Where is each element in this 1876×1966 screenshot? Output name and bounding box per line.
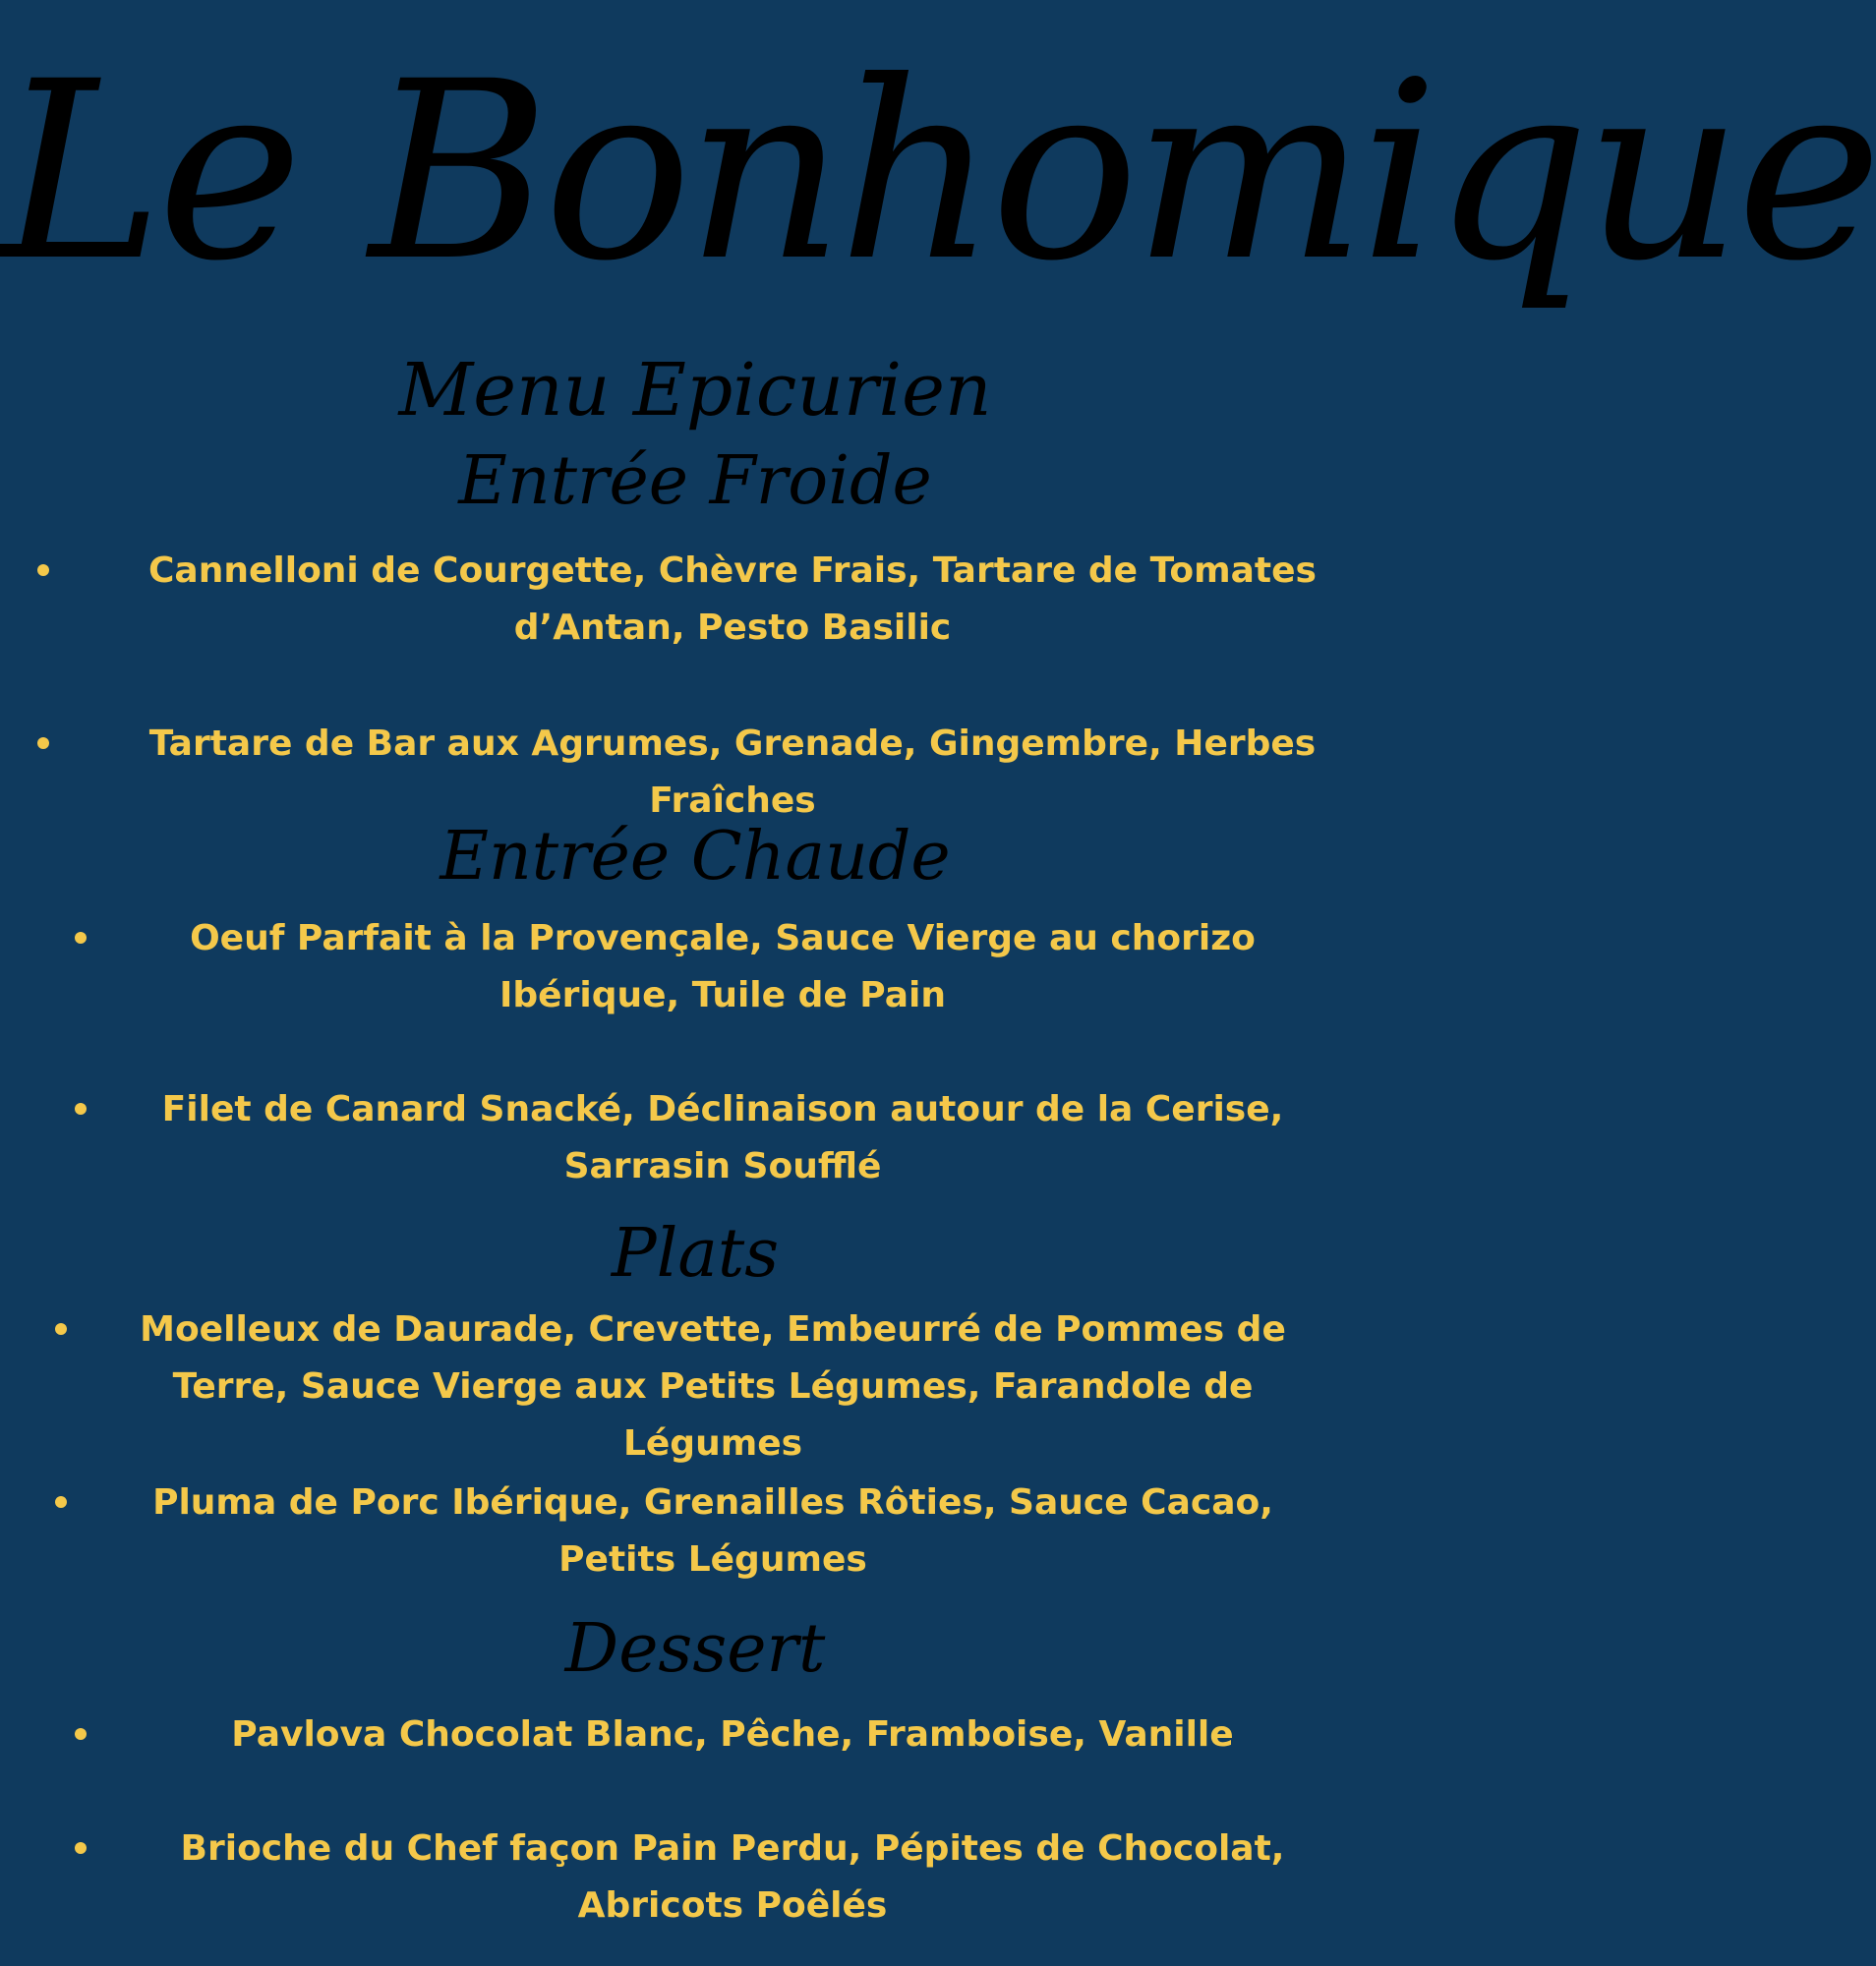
bullet-icon (37, 564, 49, 576)
menu-item: Moelleux de Daurade, Crevette, Embeurré de Pommes de Terre, Sauce Vierge aux Petits Légumes, Farandole de Légumes (140, 1309, 1286, 1464)
section-heading-entree-chaude: Entrée Chaude (440, 818, 951, 896)
bullet-icon (75, 1842, 87, 1854)
section-heading-dessert: Dessert (564, 1610, 826, 1688)
section-heading-plats: Plats (611, 1215, 780, 1293)
bullet-icon (75, 932, 87, 944)
menu-item: Cannelloni de Courgette, Chèvre Frais, Tartare de Tomates d’Antan, Pesto Basilic (148, 550, 1317, 648)
bullet-icon (75, 1728, 87, 1740)
menu-name: Menu Epicurien (398, 348, 992, 433)
menu-item: Brioche du Chef façon Pain Perdu, Pépites de Chocolat, Abricots Poêlés (180, 1828, 1285, 1926)
bullet-icon (37, 737, 49, 749)
menu-item: Pluma de Porc Ibérique, Grenailles Rôties, Sauce Cacao, Petits Légumes (152, 1482, 1273, 1580)
menu-item: Pavlova Chocolat Blanc, Pêche, Framboise, Vanille (231, 1714, 1234, 1755)
menu-item: Tartare de Bar aux Agrumes, Grenade, Gingembre, Herbes Fraîches (148, 723, 1317, 821)
bullet-icon (75, 1103, 87, 1115)
restaurant-name: Le Bonhomique (0, 29, 1876, 315)
menu-item: Oeuf Parfait à la Provençale, Sauce Vierge au chorizo Ibérique, Tuile de Pain (190, 918, 1256, 1015)
bullet-icon (55, 1323, 67, 1335)
bullet-icon (55, 1496, 67, 1508)
section-heading-entree-froide: Entrée Froide (458, 442, 932, 520)
menu-item: Filet de Canard Snacké, Déclinaison autour de la Cerise, Sarrasin Soufflé (161, 1089, 1284, 1186)
